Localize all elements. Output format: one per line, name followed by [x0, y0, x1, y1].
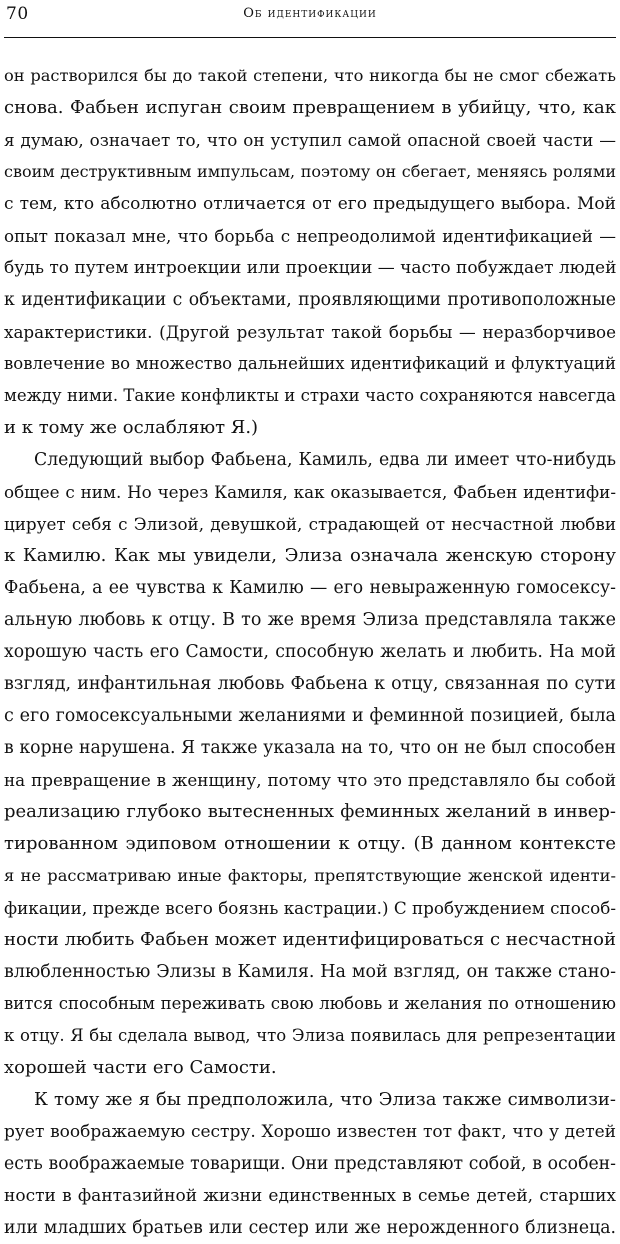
text-line: ности любить Фабьен может идентифицироваться с несчастной: [4, 929, 616, 950]
text-line: с тем, кто абсолютно отличается от его предыдущего выбора. Мой: [4, 194, 616, 214]
text-line: есть воображаемые товарищи. Они представляют собой, в особен-: [4, 1154, 616, 1174]
text-line: на превращение в женщину, потому что это представляло бы собой: [4, 770, 616, 790]
text-line: общее с ним. Но через Камиля, как оказывается, Фабьен идентифи-: [4, 482, 616, 502]
text-line: Следующий выбор Фабьена, Камиль, едва ли имеет что-нибудь: [34, 450, 616, 470]
body-text: [4, 60, 616, 1244]
text-line: я не рассматриваю иные факторы, препятствующие женской иденти-: [4, 866, 616, 885]
text-line: с его гомосексуальными желаниями и феминной позицией, была: [4, 706, 616, 726]
text-line: тированном эдиповом отношении к отцу. (В данном контексте: [4, 833, 616, 854]
text-line: к отцу. Я бы сделала вывод, что Элиза появилась для репрезентации: [4, 1026, 616, 1045]
text-line: реализацию глубоко вытесненных феминных желаний в инвер-: [4, 801, 616, 822]
running-title: Об идентификации: [243, 6, 377, 21]
text-line: к идентификации с объектами, проявляющими противоположные: [4, 290, 616, 310]
text-line: цирует себя с Элизой, девушкой, страдающей от несчастной любви: [4, 514, 616, 534]
text-line: и к тому же ослабляют Я.): [4, 417, 259, 438]
text-line: Фабьена, а ее чувства к Камилю — его невыраженную гомосексу-: [4, 578, 616, 598]
text-line: ности в фантазийной жизни единственных в семье детей, старших: [4, 1186, 616, 1206]
text-line: снова. Фабьен испуган своим превращением в убийцу, что, как: [4, 97, 616, 118]
text-line: рует воображаемую сестру. Хорошо известен тот факт, что у детей: [4, 1122, 616, 1142]
text-line: я думаю, означает то, что он уступил самой опасной своей части —: [4, 130, 616, 150]
text-line: или младших братьев или сестер или же нерожденного близнеца.: [4, 1218, 616, 1238]
text-line: вится способным переживать свою любовь и желания по отношению: [4, 994, 616, 1013]
text-line: в корне нарушена. Я также указала на то, что он не был способен: [4, 738, 616, 758]
text-line: между ними. Такие конфликты и страхи часто сохраняются навсегда: [4, 386, 616, 405]
page-number: 70: [6, 4, 29, 24]
text-line: альную любовь к отцу. В то же время Элиза представляла также: [4, 610, 616, 630]
running-head: [0, 0, 620, 40]
text-line: опыт показал мне, что борьба с непреодолимой идентификацией —: [4, 226, 616, 246]
text-line: хорошей части его Самости.: [4, 1057, 277, 1078]
text-line: хорошую часть его Самости, способную желать и любить. На мой: [4, 642, 616, 662]
text-line: он растворился бы до такой степени, что никогда бы не смог сбежать: [4, 66, 616, 85]
text-line: влюбленностью Элизы в Камиля. На мой взгляд, он также стано-: [4, 962, 616, 982]
header-rule: [4, 37, 616, 38]
text-line: фикации, прежде всего боязнь кастрации.) С пробуждением способ-: [4, 898, 616, 918]
text-line: вовлечение во множество дальнейших идентификаций и флуктуаций: [4, 354, 616, 373]
text-line: будь то путем интроекции или проекции — часто побуждает людей: [4, 258, 617, 278]
text-line: характеристики. (Другой результат такой борьбы — неразборчивое: [4, 322, 616, 342]
text-line: взгляд, инфантильная любовь Фабьена к отцу, связанная по сути: [4, 674, 616, 694]
text-line: К тому же я бы предположила, что Элиза также символизи-: [34, 1089, 616, 1110]
text-line: к Камилю. Как мы увидели, Элиза означала женскую сторону: [4, 545, 616, 566]
text-line: своим деструктивным импульсам, поэтому он сбегает, меняясь ролями: [4, 162, 616, 181]
